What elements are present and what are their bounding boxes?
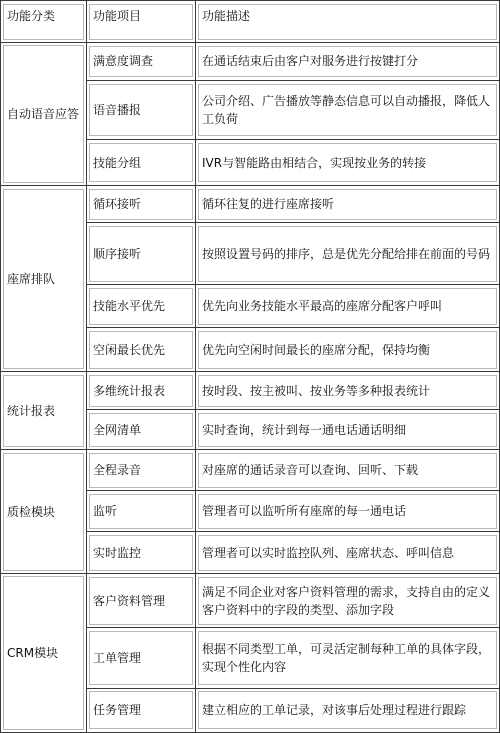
description-text: 管理者可以监听所有座席的每一通电话 — [202, 504, 407, 518]
description-cell — [196, 80, 500, 139]
item-label: 监听 — [93, 504, 118, 518]
item-label: 顺序接听 — [93, 246, 142, 261]
description-cell — [196, 186, 500, 223]
category-label: 座席排队 — [7, 271, 56, 286]
description-cell — [196, 628, 500, 688]
category-cell — [1, 372, 87, 450]
description-text: 优先向空闲时间最长的座席分配，保持均衡 — [202, 342, 431, 357]
item-cell — [87, 410, 196, 450]
description-cell — [196, 223, 500, 285]
table-row — [1, 574, 500, 628]
description-cell — [196, 532, 500, 574]
table-row — [1, 372, 500, 410]
item-label: 语音播报 — [93, 102, 142, 117]
category-cell — [1, 450, 87, 574]
description-text: 满足不同企业对客户资料管理的需求，支持自由的定义客户资料中的字段的类型、添加字段 — [202, 584, 491, 617]
header-category-cell — [1, 1, 87, 43]
description-text: 实时查询，统计到每一通电话通话明细 — [202, 422, 407, 437]
item-cell — [87, 688, 196, 732]
description-text: 循环往复的进行座席接听 — [202, 197, 335, 211]
description-text: 按时段、按主被叫、按业务等多种报表统计 — [202, 383, 431, 398]
item-cell — [87, 532, 196, 574]
item-cell — [87, 628, 196, 688]
item-cell — [87, 574, 196, 628]
header-description: 功能描述 — [202, 8, 251, 23]
description-cell — [196, 491, 500, 532]
description-cell — [196, 688, 500, 732]
item-cell — [87, 140, 196, 186]
category-label: 质检模块 — [7, 504, 56, 519]
item-label: 任务管理 — [93, 703, 142, 718]
item-label: 客户资料管理 — [93, 593, 166, 608]
item-label: 技能分组 — [93, 155, 142, 170]
table-body — [1, 1, 500, 733]
description-cell — [196, 372, 500, 410]
item-label: 全网清单 — [93, 422, 142, 437]
item-label: 技能水平优先 — [93, 299, 166, 313]
item-cell — [87, 285, 196, 328]
item-cell — [87, 80, 196, 139]
item-cell — [87, 328, 196, 372]
description-text: 公司介绍、广告播放等静态信息可以自动播报，降低人工负荷 — [202, 93, 491, 126]
category-label: 自动语音应答 — [7, 107, 80, 121]
description-text: 管理者可以实时监控队列、座席状态、呼叫信息 — [202, 545, 455, 560]
description-text: 在通话结束后由客户对服务进行按键打分 — [202, 54, 419, 69]
category-label: CRM模块 — [7, 646, 59, 660]
item-cell — [87, 372, 196, 410]
description-cell — [196, 140, 500, 186]
table-row — [1, 186, 500, 223]
item-cell — [87, 223, 196, 285]
header-item-cell — [87, 1, 196, 43]
item-cell — [87, 186, 196, 223]
category-cell — [1, 186, 87, 372]
description-text: 根据不同类型工单，可灵活定制每种工单的具体字段，实现个性化内容 — [202, 642, 491, 675]
description-cell — [196, 328, 500, 372]
header-item: 功能项目 — [93, 8, 142, 23]
item-label: 空闲最长优先 — [93, 342, 166, 357]
item-label: 循环接听 — [93, 197, 142, 211]
table-row — [1, 450, 500, 491]
description-cell — [196, 450, 500, 491]
item-label: 多维统计报表 — [93, 383, 166, 398]
item-label: 工单管理 — [93, 651, 142, 666]
category-label: 统计报表 — [7, 403, 56, 418]
item-label: 全程录音 — [93, 463, 142, 477]
description-text: 建立相应的工单记录，对该事后处理过程进行跟踪 — [202, 703, 467, 718]
description-text: 优先向业务技能水平最高的座席分配客户呼叫 — [202, 299, 443, 313]
description-cell — [196, 285, 500, 328]
description-cell — [196, 43, 500, 81]
category-cell — [1, 574, 87, 733]
description-text: IVR与智能路由相结合，实现按业务的转接 — [202, 155, 427, 170]
header-row — [1, 1, 500, 43]
category-cell — [1, 43, 87, 186]
description-text: 按照设置号码的排序，总是优先分配给排在前面的号码 — [202, 246, 491, 261]
item-cell — [87, 491, 196, 532]
item-label: 实时监控 — [93, 545, 142, 560]
table-row — [1, 43, 500, 81]
header-description-cell — [196, 1, 500, 43]
description-cell — [196, 574, 500, 628]
header-category: 功能分类 — [7, 8, 56, 23]
item-cell — [87, 450, 196, 491]
description-text: 对座席的通话录音可以查询、回听、下载 — [202, 463, 419, 477]
description-cell — [196, 410, 500, 450]
item-label: 满意度调查 — [93, 54, 154, 69]
item-cell — [87, 43, 196, 81]
